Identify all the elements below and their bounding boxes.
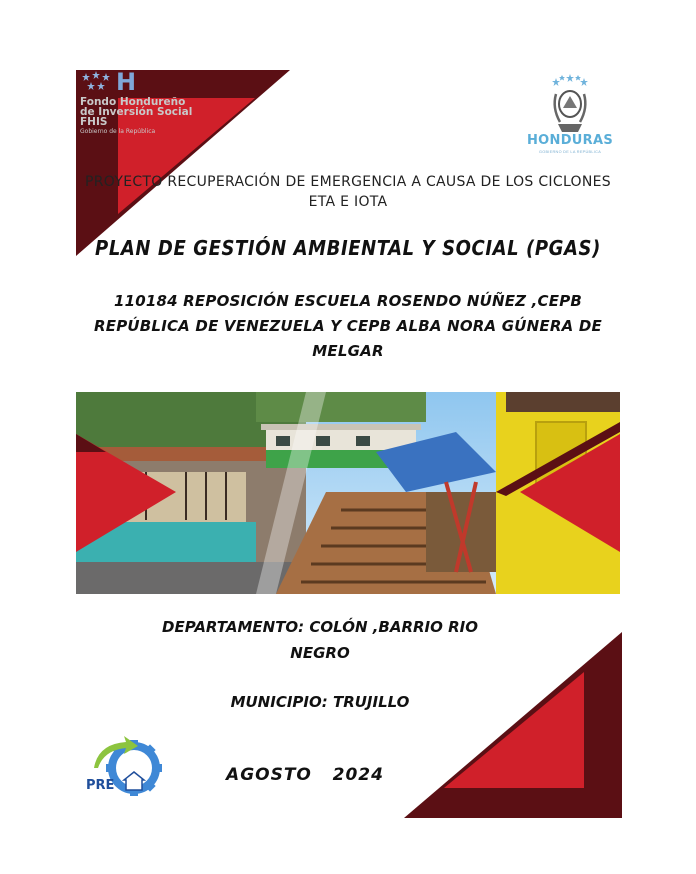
pre-logo-icon bbox=[84, 734, 172, 806]
document-subtitle: 110184 REPOSICIÓN ESCUELA ROSENDO NÚÑEZ ,CEPB REPÚBLICA DE VENEZUELA Y CEPB ALBA NORA GÚNERA DE MELGAR bbox=[94, 292, 602, 360]
municipio: MUNICIPIO: TRUJILLO bbox=[230, 693, 410, 711]
honduras-emblem-icon bbox=[548, 74, 592, 136]
document-title: PLAN DE GESTIÓN AMBIENTAL Y SOCIAL (PGAS) bbox=[95, 236, 601, 260]
fhis-logo-line-3: FHIS bbox=[80, 116, 108, 128]
fhis-logo-initial: H bbox=[116, 68, 137, 96]
fhis-logo-tagline: Gobierno de la República bbox=[80, 128, 156, 135]
fhis-stars-icon bbox=[80, 70, 116, 94]
fhis-logo-line-1: Fondo Hondureño bbox=[80, 96, 186, 108]
honduras-logo-tagline: GOBIERNO DE LA REPÚBLICA bbox=[538, 150, 602, 154]
departamento: DEPARTAMENTO: COLÓN ,BARRIO RIO NEGRO bbox=[162, 618, 478, 662]
pre-logo-name: PRE bbox=[86, 778, 115, 793]
document-date: AGOSTO 2024 bbox=[226, 765, 384, 785]
fhis-logo-line-2: de Inversión Social bbox=[80, 106, 193, 118]
school-photo-collage bbox=[76, 392, 620, 594]
fhis-logo bbox=[80, 97, 240, 136]
honduras-logo-name: HONDURAS bbox=[527, 133, 613, 148]
project-name: PROYECTO RECUPERACIÓN DE EMERGENCIA A CAUSA DE LOS CICLONES ETA E IOTA bbox=[85, 174, 611, 210]
